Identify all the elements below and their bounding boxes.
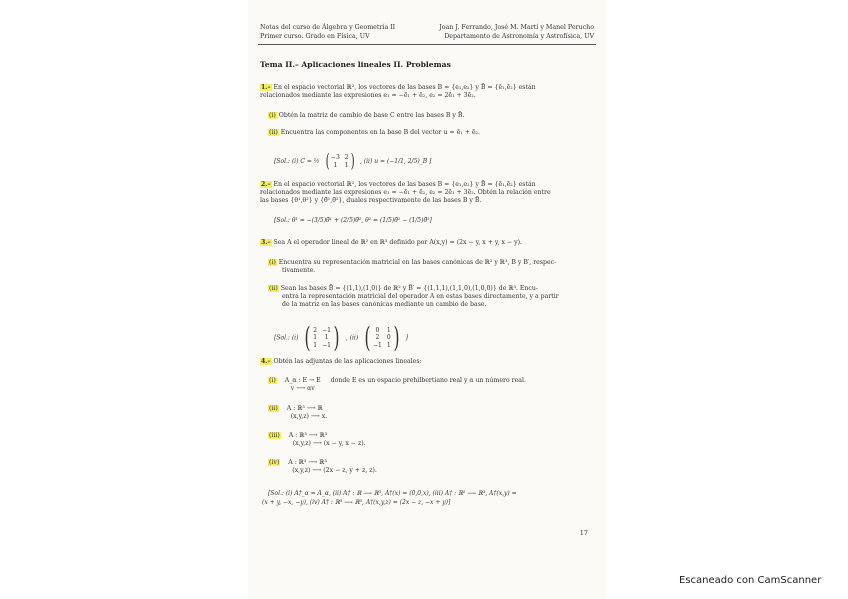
problem-2: 2.– En el espacio vectorial ℝ², los vectores de las bases B = {e₁,e₂} y B̃ = {ẽ₁,ẽ₂} están xyxy=(261,181,536,188)
problem-1: 1.– En el espacio vectorial ℝ², los vectores de las bases B = {e₁,e₂} y B̃ = {ẽ₁,ẽ₂} están xyxy=(261,84,536,91)
problem-number: 4.– xyxy=(261,358,271,365)
course-title: Notas del curso de Álgebra y Geometría II xyxy=(260,24,396,31)
problem-4-part-ii: (ii) A : ℝ³ ⟶ ℝ (x,y,z) ⟶ x. xyxy=(269,405,328,421)
header-left xyxy=(260,24,395,41)
problem-number: 3.– xyxy=(261,239,271,246)
problem-4-part-iv: (iv) A : ℝ³ ⟶ ℝ³ (x,y,z) ⟶ (2x − z, y + z, z). xyxy=(269,459,377,475)
page-title: Tema II.– Aplicaciones lineales II. Problemas xyxy=(260,60,451,69)
solution-2: [Sol.: θ¹ = −(3/5)θ̃¹ + (2/5)θ̃², θ² = (1/5)θ̃¹ − (1/5)θ̃²] xyxy=(274,217,432,224)
problem-number: 1.– xyxy=(261,84,271,91)
solution-4-line-1: [Sol.: (i) A†_α = A_α, (ii) A† : ℝ ⟶ ℝ³, A†(x) = (0,0,x), (iii) A† : ℝ² ⟶ ℝ³, A†(x,y) = xyxy=(268,490,517,497)
page-number: 17 xyxy=(579,529,588,537)
problem-1-part-i: (i) Obtén la matriz de cambio de base C entre las bases B y B̃. xyxy=(269,112,465,119)
authors: Joan J. Ferrando, José M. Martí y Manel Perucho xyxy=(439,24,594,31)
solution-3: [Sol.: (i) ( 2 −1 1 1 1 −1 ) , (ii) ( 0 1 2 0 −1 1 ) ] xyxy=(274,321,408,354)
problem-3: 3.– Sea A el operador lineal de ℝ² en ℝ³ definido por A(x,y) = (2x − y, x + y, x − y). xyxy=(261,239,522,246)
problem-4: 4.– Obtén las adjuntas de las aplicaciones lineales: xyxy=(261,358,422,365)
problem-1-part-ii: (ii) Encuentra las componentes en la base B del vector u = ẽ₁ + ẽ₂. xyxy=(269,129,480,136)
header-rule xyxy=(258,44,596,45)
solution-4-line-2: (x + y, −x, −y), (iv) A† : ℝ³ ⟶ ℝ³, A†(x,y,z) = (2x − z, −x + y)] xyxy=(262,499,451,506)
solution-1: [Sol.: (i) C = ½ ( −3 2 1 1 ) , (ii) u = (−1/1, 2/5)_B ] xyxy=(274,150,432,172)
header-right xyxy=(439,24,594,41)
problem-4-part-i: (i) A_α : E → E v ⟶ αv donde E es un espacio prehilbertiano real y α un número real. xyxy=(269,377,526,393)
problem-4-part-iii: (iii) A : ℝ³ ⟶ ℝ³ (x,y,z) ⟶ (x − y, x − z). xyxy=(269,432,366,448)
problem-3-part-ii: (ii) Sean las bases B̃ = {(1,1),(1,0)} de ℝ² y B̃′ = {(1,1,1),(1,1,0),(1,0,0)} de ℝ³. Encu- xyxy=(269,285,538,292)
camscanner-watermark: Escaneado con CamScanner xyxy=(679,575,822,586)
department: Departamento de Astronomía y Astrofísica, UV xyxy=(444,32,594,40)
scanned-page: Notas del curso de Álgebra y Geometría II Primer curso. Grado en Física, UV Joan J. Ferrando, José M. Martí y Manel Perucho Departamento de Astronomía y Astrofísica, UV Tema II.– Aplicaciones lineales II. Problemas 1.– En el espacio vectorial ℝ², los vectores de las bases B = {e₁,e₂} y B̃ = {ẽ₁,ẽ₂} están relacionados mediante las expresiones e₁ = −ẽ₁ + ẽ₂, e₂ = 2ẽ₁ + 3ẽ₂. (i) Obtén la matriz de cambio de base C entre las bases B y B̃. (ii) Encuentra las componentes en la base B del vector u = ẽ₁ + ẽ₂. [Sol.: (i) C = ½ ( −3 2 1 1 ) , (ii) u = (−1/1, 2/5)_B ] 2.– En el espacio vectorial ℝ², los vectores de las bases B = {e₁,e₂} y B̃ = {ẽ₁,ẽ₂} están relacionados mediante las expresiones e₁ = −ẽ₁ + ẽ₂, e₂ = 2ẽ₁ + 3ẽ₂. Obtén la relación entre las bases {θ¹,θ²} y {θ̃¹,θ̃²}, duales respectivamente de las bases B y B̃. [Sol.: θ¹ = −(3/5)θ̃¹ + (2/5)θ̃², θ² = (1/5)θ̃¹ − (1/5)θ̃²] 3.– Sea A el operador lineal de ℝ² en ℝ³ definido por A(x,y) = (2x − y, x + y, x − y). (i) Encuentra su representación matricial en las bases canónicas de ℝ² y ℝ³, B y B′, respec- tivamente. (ii) Sean las bases B̃ = {(1,1),(1,0)} de ℝ² y B̃′ = {(1,1,1),(1,1,0),(1,0,0)} de ℝ³. Encu- entra la representación matricial del operador A en estas bases directamente, y a partir de la matriz en las bases canónicas mediante un cambio de base. [Sol.: (i) ( 2 −1 1 1 1 −1 ) , (ii) ( 0 1 2 0 −1 1 ) ] 4.– Obtén las adjuntas de las aplicaciones lineales: (i) A_α : E → E v ⟶ αv donde E es un espacio prehilbertiano real y α un número real. (ii) A : ℝ³ ⟶ ℝ (x,y,z) ⟶ x. (iii) A : ℝ³ ⟶ ℝ³ (x,y,z) ⟶ (x − y, x − z). (iv) A : ℝ³ ⟶ ℝ³ (x,y,z) ⟶ (2x − z, y + z, z). [Sol.: (i) A†_α = A_α, (ii) A† : ℝ ⟶ ℝ³, A†(x) = (0,0,x), (iii) A† : ℝ² ⟶ ℝ³, A†(x,y) = (x + y, −x, −y), (iv) A† : ℝ³ ⟶ ℝ³, A†(x,y,z) = (2x − z, −x + y)] 17 xyxy=(248,0,606,599)
course-level: Primer curso. Grado en Física, UV xyxy=(260,32,370,40)
problem-3-part-i: (i) Encuentra su representación matricial en las bases canónicas de ℝ² y ℝ³, B y B′, respec- xyxy=(269,259,557,266)
problem-number: 2.– xyxy=(261,181,271,188)
